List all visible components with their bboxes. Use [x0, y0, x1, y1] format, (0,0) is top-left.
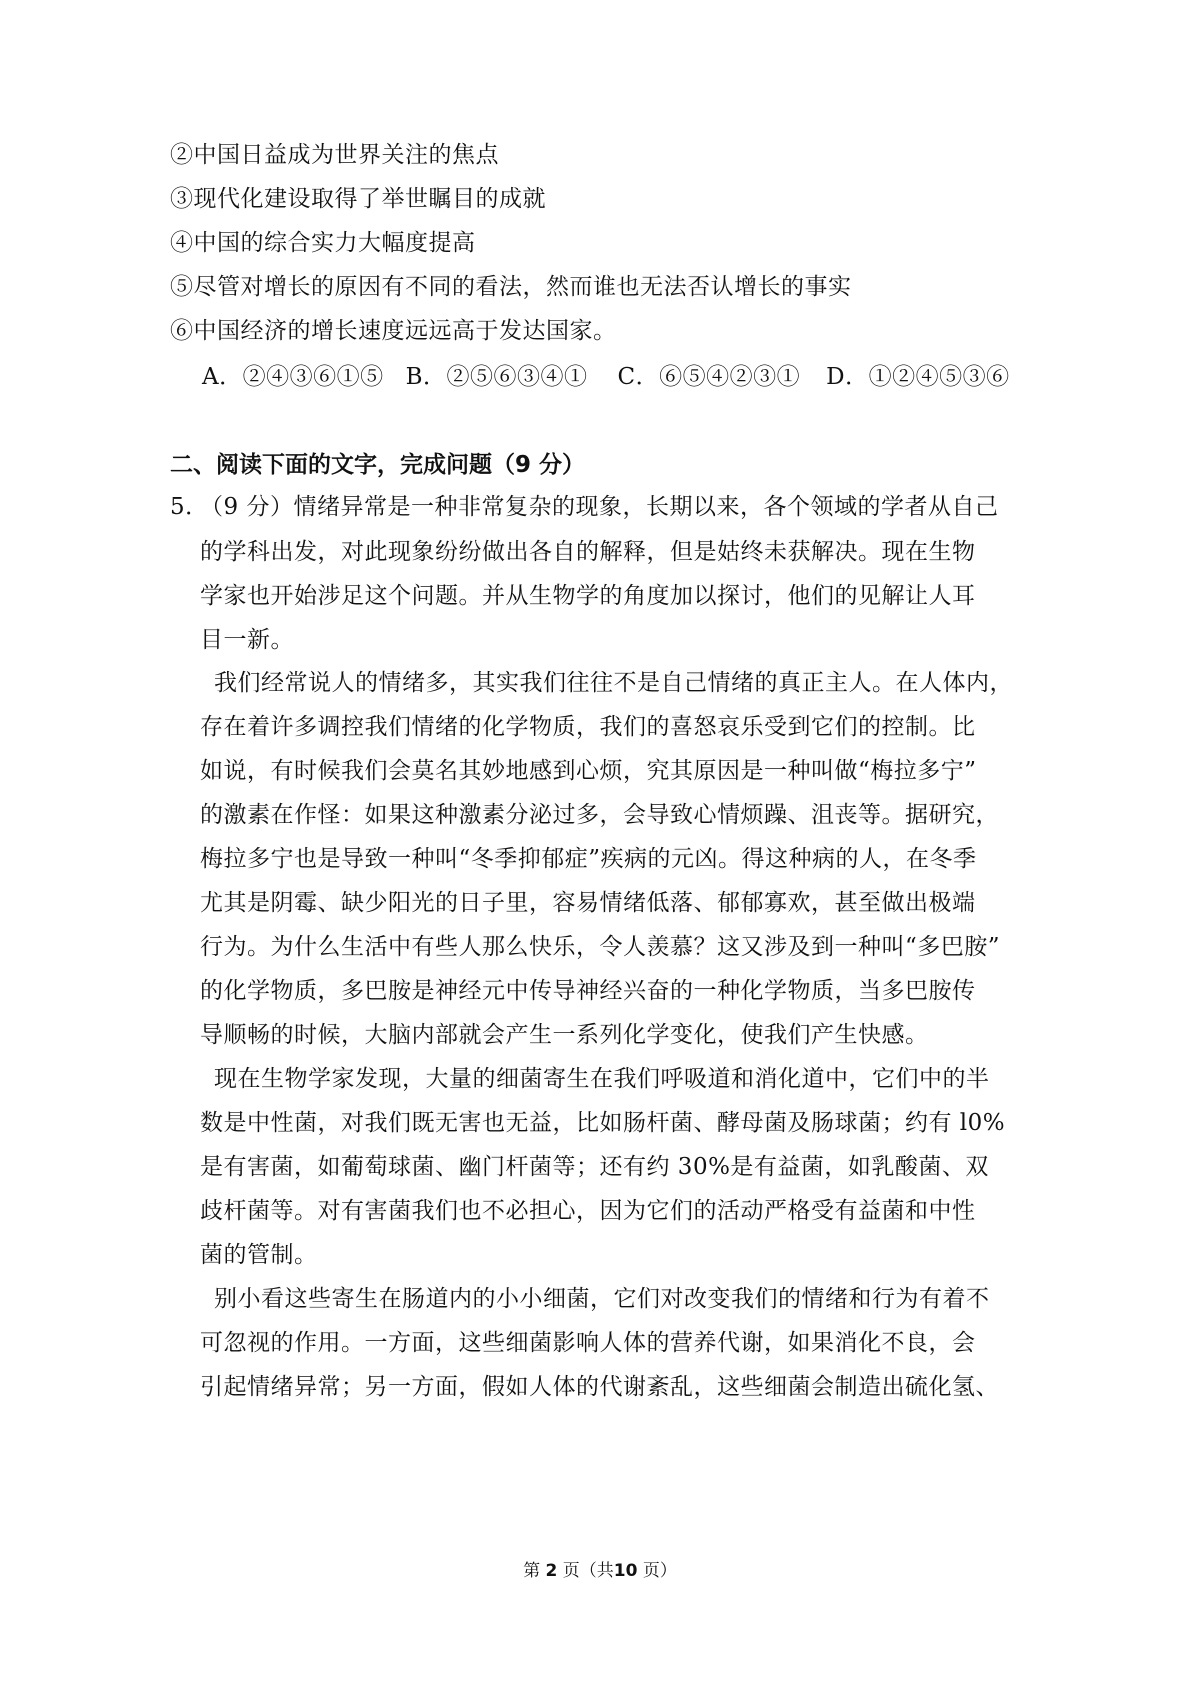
paragraph-line: 导顺畅的时候，大脑内部就会产生一系列化学变化，使我们产生快感。: [200, 1022, 929, 1048]
option-item: ③现代化建设取得了举世瞩目的成就: [170, 186, 546, 212]
choice-a: A．②④③⑥①⑤: [202, 364, 384, 390]
choice-d: D．①②④⑤③⑥: [826, 364, 1010, 390]
paragraph-line: 菌的管制。: [200, 1242, 318, 1268]
paragraph-line: 我们经常说人的情绪多，其实我们往往不是自己情绪的真正主人。在人体内，: [214, 670, 1013, 696]
paragraph-line: 的化学物质，多巴胺是神经元中传导神经兴奋的一种化学物质，当多巴胺传: [200, 978, 976, 1004]
choice-c: C．⑥⑤④②③①: [617, 364, 801, 390]
question-line: 学家也开始涉足这个问题。并从生物学的角度加以探讨，他们的见解让人耳: [200, 583, 976, 609]
paragraph-line: 梅拉多宁也是导致一种叫“冬季抑郁症”疾病的元凶。得这种病的人，在冬季: [200, 846, 977, 872]
choice-b: B．②⑤⑥③④①: [405, 364, 588, 390]
paragraph-line: 歧杆菌等。对有害菌我们也不必担心，因为它们的活动严格受有益菌和中性: [200, 1198, 976, 1224]
question-line: 的学科出发，对此现象纷纷做出各自的解释，但是姑终未获解决。现在生物: [200, 539, 976, 565]
footer-middle: 页（共: [562, 1561, 614, 1581]
paragraph-line: 如说，有时候我们会莫名其妙地感到心烦，究其原因是一种叫做“梅拉多宁”: [200, 758, 977, 784]
paragraph-line: 引起情绪异常；另一方面，假如人体的代谢紊乱，这些细菌会制造出硫化氢、: [200, 1374, 999, 1400]
paragraph-line: 现在生物学家发现，大量的细菌寄生在我们呼吸道和消化道中，它们中的半: [214, 1066, 990, 1092]
footer-page-number: 2: [545, 1561, 558, 1581]
paragraph-line: 可忽视的作用。一方面，这些细菌影响人体的营养代谢，如果消化不良，会: [200, 1330, 976, 1356]
answer-choices: [202, 362, 1010, 392]
option-item: ⑤尽管对增长的原因有不同的看法，然而谁也无法否认增长的事实: [170, 274, 852, 300]
page-footer: [0, 1560, 1200, 1582]
option-item: ②中国日益成为世界关注的焦点: [170, 142, 499, 168]
paragraph-line: 存在着许多调控我们情绪的化学物质，我们的喜怒哀乐受到它们的控制。比: [200, 714, 976, 740]
paragraph-line: 尤其是阴霉、缺少阳光的日子里，容易情绪低落、郁郁寡欢，甚至做出极端: [200, 890, 976, 916]
footer-total-pages: 10: [613, 1561, 638, 1581]
question-number: 5．: [170, 494, 209, 520]
question-line: 目一新。: [200, 627, 294, 653]
footer-suffix: 页）: [642, 1561, 677, 1581]
question-line: （9 分）情绪异常是一种非常复杂的现象，长期以来，各个领域的学者从自己: [200, 494, 999, 520]
footer-prefix: 第: [523, 1561, 541, 1581]
paragraph-line: 是有害菌，如葡萄球菌、幽门杆菌等；还有约 30%是有益菌，如乳酸菌、双: [200, 1154, 989, 1180]
paragraph-line: 的激素在作怪：如果这种激素分泌过多，会导致心情烦躁、沮丧等。据研究，: [200, 802, 999, 828]
section-heading: 二、阅读下面的文字，完成问题（9 分）: [170, 452, 586, 478]
option-item: ⑥中国经济的增长速度远远高于发达国家。: [170, 318, 617, 344]
paragraph-line: 别小看这些寄生在肠道内的小小细菌，它们对改变我们的情绪和行为有着不: [214, 1286, 990, 1312]
paragraph-line: 行为。为什么生活中有些人那么快乐，令人羡慕？这又涉及到一种叫“多巴胺”: [200, 934, 1001, 960]
option-item: ④中国的综合实力大幅度提高: [170, 230, 476, 256]
paragraph-line: 数是中性菌，对我们既无害也无益，比如肠杆菌、酵母菌及肠球菌；约有 l0%: [200, 1110, 1006, 1136]
